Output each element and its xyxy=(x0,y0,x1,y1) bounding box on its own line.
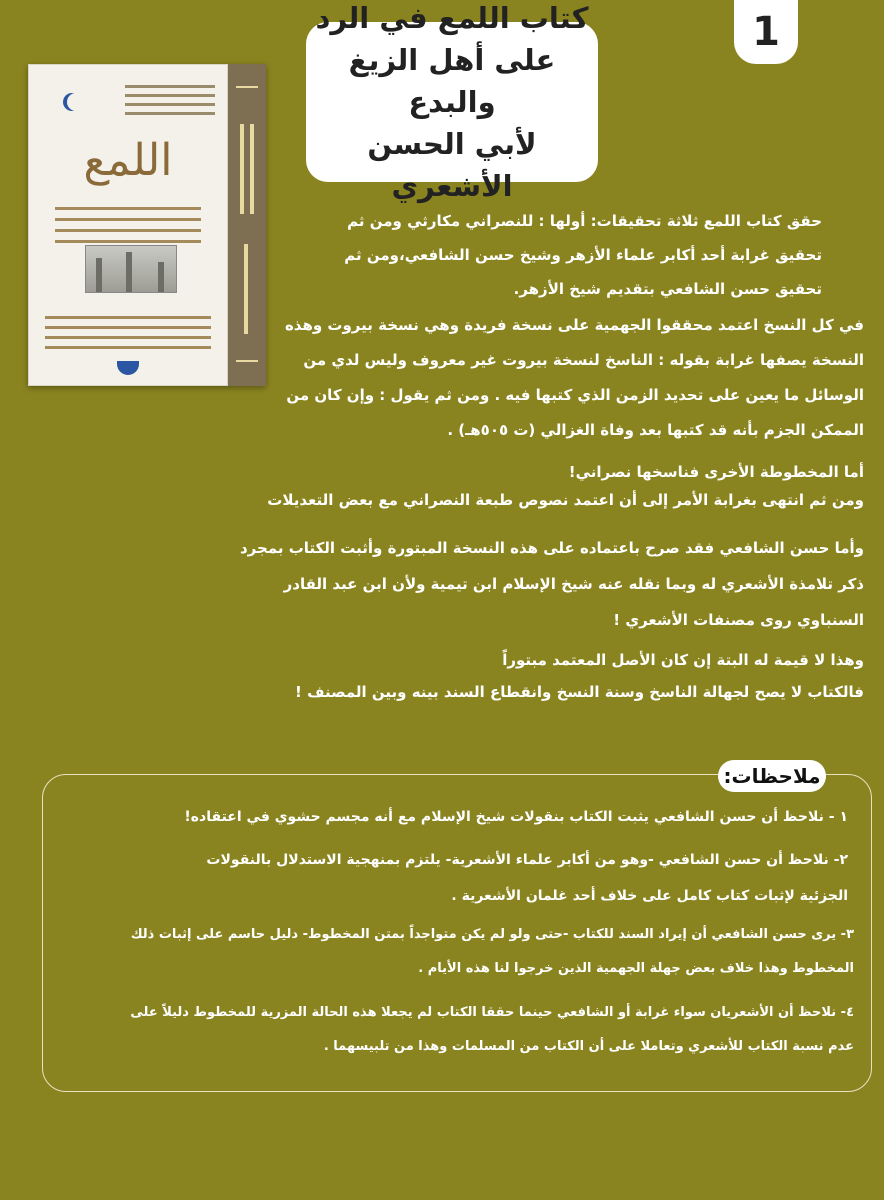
note-line: ٤- نلاحظ أن الأشعريان سواء غرابة أو الشافعي حينما حققا الكتاب لم يجعلا هذه الحالة المزرية للمخطوط دليلاً على xyxy=(130,1005,854,1020)
book-cover-title: اللمع xyxy=(83,135,173,186)
text-line: السنباوي روى مصنفات الأشعري ! xyxy=(613,611,864,629)
notes-heading xyxy=(718,760,826,792)
text-line: ذكر تلامذة الأشعري له وبما نقله عنه شيخ الإسلام ابن تيمية ولأن ابن عبد القادر xyxy=(283,575,864,593)
note-4 xyxy=(28,996,854,1064)
title-box xyxy=(306,1,598,203)
paragraph-beirut-copy xyxy=(24,308,864,448)
page-number-badge xyxy=(734,0,798,64)
text-line: الوسائل ما يعين على تحديد الزمن الذي كتبها فيه . ومن ثم يقول : وإن كان من xyxy=(286,386,864,404)
note-3 xyxy=(28,918,854,986)
note-1 xyxy=(28,802,848,832)
mosque-picture xyxy=(85,245,177,293)
note-line: الجزئية لإثبات كتاب كامل على خلاف أحد غلمان الأشعرية . xyxy=(451,888,848,904)
text-line: فالكتاب لا يصح لجهالة الناسخ وسنة النسخ وانقطاع السند بينه وبين المصنف ! xyxy=(295,683,864,701)
book-subtitle-lines xyxy=(55,199,201,251)
paragraph-editions xyxy=(262,204,822,306)
note-line: عدم نسبة الكتاب للأشعري وتعاملا على أن الكتاب من المسلمات وهذا من تلبيسهما . xyxy=(323,1039,854,1054)
text-line: النسخة يصفها غرابة بقوله : الناسخ لنسخة بيروت غير معروف وليس لدي من xyxy=(303,351,864,369)
crescent-logo-icon xyxy=(67,93,85,111)
note-line: ١ - نلاحظ أن حسن الشافعي يثبت الكتاب بنقولات شيخ الإسلام مع أنه مجسم حشوي في اعتقاده! xyxy=(184,809,848,825)
text-line: الممكن الجزم بأنه قد كتبها بعد وفاة الغزالي (ت ٥٠٥هـ) . xyxy=(447,421,864,439)
text-line: وأما حسن الشافعي فقد صرح باعتماده على هذه النسخة المبتورة وأثبت الكتاب بمجرد xyxy=(239,539,864,557)
title-line-1: كتاب اللمع في الرد xyxy=(315,1,589,35)
note-line: ٢- نلاحظ أن حسن الشافعي -وهو من أكابر علماء الأشعرية- يلتزم بمنهجية الاستدلال بالنقولات xyxy=(206,852,848,868)
paragraph-other-manuscript xyxy=(24,458,864,514)
paragraph-conclusion xyxy=(24,644,864,708)
text-line: حقق كتاب اللمع ثلاثة تحقيقات: أولها : للنصراني مكارثي ومن ثم xyxy=(347,212,822,230)
note-line: ٣- يرى حسن الشافعي أن إيراد السند للكتاب -حتى ولو لم يكن متواجداً بمتن المخطوط- دليل حاسم على إثبات ذلك xyxy=(130,927,854,942)
page-number: 1 xyxy=(752,9,780,55)
text-line: في كل النسخ اعتمد محققوا الجهمية على نسخة فريدة وهي نسخة بيروت وهذه xyxy=(284,316,864,334)
text-line: تحقيق حسن الشافعي بتقديم شيخ الأزهر. xyxy=(513,280,822,298)
text-line: ومن ثم انتهى بغرابة الأمر إلى أن اعتمد نصوص طبعة النصراني مع بعض التعديلات xyxy=(267,491,864,509)
title-line-3: لأبي الحسن الأشعري xyxy=(367,127,537,203)
notes-heading-text: ملاحظات: xyxy=(723,764,821,788)
publisher-lines xyxy=(125,79,215,121)
title-line-2: على أهل الزيغ والبدع xyxy=(348,43,556,119)
paragraph-shafii xyxy=(24,530,864,638)
text-line: أما المخطوطة الأخرى فناسخها نصراني! xyxy=(568,463,864,481)
note-line: المخطوط وهذا خلاف بعض جهلة الجهمية الذين خرجوا لنا هذه الأيام . xyxy=(418,961,854,976)
note-2 xyxy=(28,842,848,914)
text-line: تحقيق غرابة أحد أكابر علماء الأزهر وشيخ حسن الشافعي،ومن ثم xyxy=(344,246,822,264)
text-line: وهذا لا قيمة له البتة إن كان الأصل المعتمد مبتوراً xyxy=(502,651,864,669)
